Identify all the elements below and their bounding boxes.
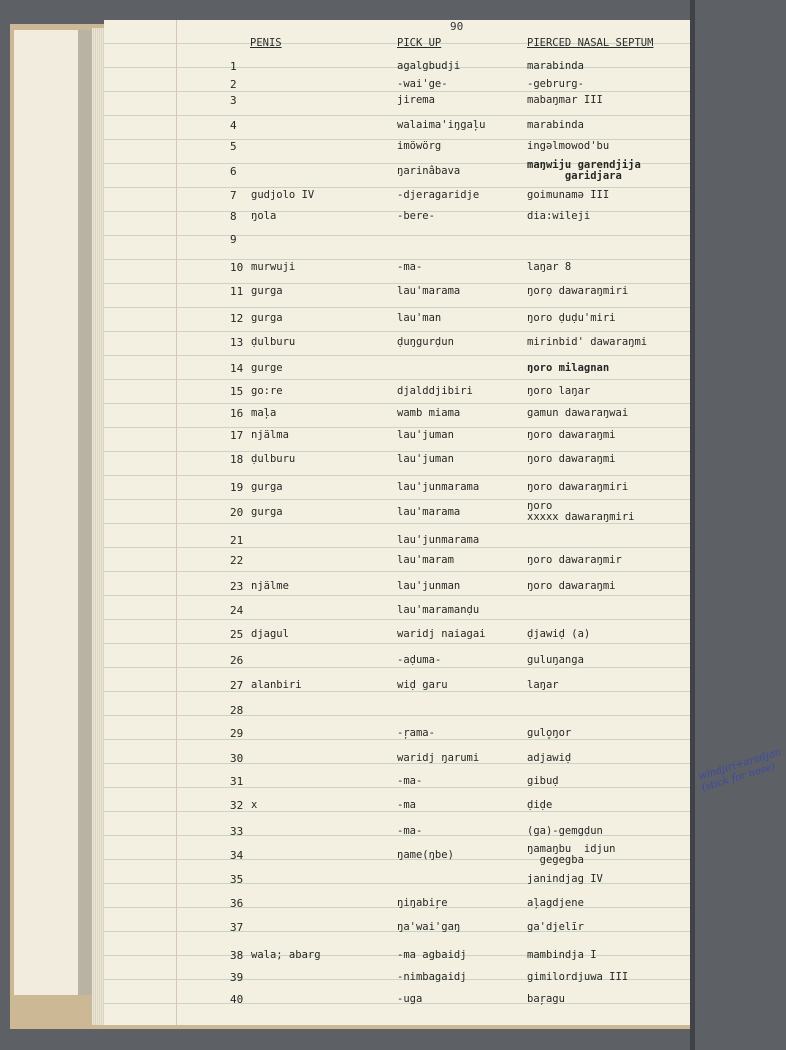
row-number: 10 <box>230 261 244 274</box>
nasal-septum-term: ga'djelīr <box>527 921 584 933</box>
row-number: 3 <box>230 94 237 107</box>
table-row <box>104 159 692 183</box>
pick-up-term: -bere- <box>397 210 435 222</box>
nasal-septum-term: laŋar <box>527 679 559 691</box>
table-row <box>104 189 692 207</box>
table-row <box>104 775 692 793</box>
pick-up-term: -ma- <box>397 775 423 787</box>
pick-up-term: ŋame(ŋbe) <box>397 849 454 861</box>
header-penis: PENIS <box>250 37 282 49</box>
nasal-septum-term: mambindja I <box>527 949 597 961</box>
pick-up-term: lau'juman <box>397 429 454 441</box>
nasal-septum-term: mirinbid' dawaraŋmi <box>527 336 648 348</box>
row-number: 2 <box>230 78 237 91</box>
table-row <box>104 727 692 745</box>
pick-up-term: djalddjibiri <box>397 385 473 397</box>
row-number: 5 <box>230 140 237 153</box>
row-number: 34 <box>230 849 244 862</box>
table-row <box>104 429 692 447</box>
row-number: 27 <box>230 679 244 692</box>
pick-up-term: walaima'iŋgaļu <box>397 119 486 131</box>
header-pierced-nasal-septum: PIERCED NASAL SEPTUM <box>527 37 654 49</box>
nasal-septum-term: gimilordjuwa III <box>527 971 629 983</box>
row-number: 38 <box>230 949 244 962</box>
pick-up-term: wamb miama <box>397 407 461 419</box>
table-row <box>104 481 692 499</box>
row-number: 18 <box>230 453 244 466</box>
table-row <box>104 679 692 697</box>
row-number: 9 <box>230 233 237 246</box>
pick-up-term: -ŗama- <box>397 727 435 739</box>
nasal-septum-term: ŋoro dawaraŋmi <box>527 429 616 441</box>
table-row <box>104 210 692 228</box>
pick-up-term: waridj naiagai <box>397 628 486 640</box>
penis-term: gurga <box>251 312 283 324</box>
pick-up-term: imöwörg <box>397 140 442 152</box>
nasal-septum-term: aļagdjene <box>527 897 584 909</box>
table-row <box>104 336 692 354</box>
penis-term: gurga <box>251 506 283 518</box>
table-row <box>104 119 692 137</box>
table-row <box>104 60 692 78</box>
pick-up-term: ḍuŋgurḍun <box>397 336 454 348</box>
nasal-septum-term: ḍiḍe <box>527 799 553 811</box>
row-number: 8 <box>230 210 237 223</box>
row-number: 23 <box>230 580 244 593</box>
pick-up-term: -ma <box>397 799 416 811</box>
pick-up-term: -wai'ge- <box>397 78 448 90</box>
nasal-septum-term: ŋoro dawaraŋmiri <box>527 481 629 493</box>
table-row <box>104 94 692 112</box>
penis-term: gurge <box>251 362 283 374</box>
row-number: 12 <box>230 312 244 325</box>
pick-up-term: lau'junmarama <box>397 534 480 546</box>
row-number: 40 <box>230 993 244 1006</box>
nasal-septum-term: ingəlmowod'bu <box>527 140 610 152</box>
row-number: 29 <box>230 727 244 740</box>
penis-term: gudjolo IV <box>251 189 315 201</box>
pick-up-term: -aḍuma- <box>397 654 442 666</box>
nasal-septum-term: dia:wileji <box>527 210 591 222</box>
nasal-septum-term: marabinda <box>527 119 584 131</box>
nasal-septum-term: baŗagu <box>527 993 565 1005</box>
penis-term: maļa <box>251 407 277 419</box>
table-row <box>104 921 692 939</box>
row-number: 14 <box>230 362 244 375</box>
row-number: 31 <box>230 775 244 788</box>
row-number: 1 <box>230 60 237 73</box>
table-row <box>104 140 692 158</box>
pick-up-term: lau'marama <box>397 506 461 518</box>
nasal-septum-term: ḍjawiḍ (a) <box>527 628 591 640</box>
table-row <box>104 500 692 524</box>
penis-term: x <box>251 799 258 811</box>
table-row <box>104 580 692 598</box>
pick-up-term: -ma agbaidj <box>397 949 467 961</box>
table-row <box>104 897 692 915</box>
table-row <box>104 261 692 279</box>
nasal-septum-term: adjawiḍ <box>527 752 572 764</box>
penis-term: ḍulburu <box>251 336 296 348</box>
nasal-septum-term: guluŋanga <box>527 654 584 666</box>
row-number: 25 <box>230 628 244 641</box>
penis-term: go:re <box>251 385 283 397</box>
nasal-septum-term: maŋwiju garendjija garidjara <box>527 159 641 182</box>
handwritten-annotation: windjiri+aradjan (stick for nose) <box>697 746 783 794</box>
pick-up-term: -djeragaridje <box>397 189 480 201</box>
row-number: 15 <box>230 385 244 398</box>
row-number: 24 <box>230 604 244 617</box>
pick-up-term: -ma- <box>397 825 423 837</box>
header-pick-up: PICK UP <box>397 37 442 49</box>
row-number: 30 <box>230 752 244 765</box>
pick-up-term: lau'man <box>397 312 442 324</box>
nasal-septum-term: -gebrurg- <box>527 78 584 90</box>
nasal-septum-term: ŋoro laŋar <box>527 385 591 397</box>
nasal-septum-term: gibuḍ <box>527 775 559 787</box>
table-row <box>104 534 692 552</box>
pick-up-term: lau'juman <box>397 453 454 465</box>
table-row <box>104 604 692 622</box>
nasal-septum-term: (ga)-gemgḍun <box>527 825 603 837</box>
penis-term: djagul <box>251 628 289 640</box>
row-number: 17 <box>230 429 244 442</box>
pick-up-term: waridj ŋarumi <box>397 752 480 764</box>
penis-term: njälme <box>251 580 289 592</box>
table-row <box>104 312 692 330</box>
row-number: 26 <box>230 654 244 667</box>
nasal-septum-term: ŋoro dawaraŋmir <box>527 554 622 566</box>
row-number: 22 <box>230 554 244 567</box>
table-row <box>104 285 692 303</box>
pick-up-term: lau'maram <box>397 554 454 566</box>
table-row <box>104 362 692 380</box>
row-number: 11 <box>230 285 244 298</box>
row-number: 21 <box>230 534 244 547</box>
row-number: 13 <box>230 336 244 349</box>
row-number: 36 <box>230 897 244 910</box>
table-row <box>104 799 692 817</box>
table-row <box>104 233 692 251</box>
nasal-septum-term: ŋoro ḍuḍu'miri <box>527 312 616 324</box>
pick-up-term: wiḍ garu <box>397 679 448 691</box>
table-row <box>104 407 692 425</box>
pick-up-term: lau'junmarama <box>397 481 480 493</box>
nasal-septum-term: ŋorọ dawaraŋmiri <box>527 285 629 297</box>
table-row <box>104 971 692 989</box>
table-row <box>104 654 692 672</box>
pick-up-term: lau'marama <box>397 285 461 297</box>
nasal-septum-term: goimunamə III <box>527 189 610 201</box>
row-number: 35 <box>230 873 244 886</box>
table-row <box>104 554 692 572</box>
pick-up-term: -uga <box>397 993 423 1005</box>
penis-term: gurga <box>251 285 283 297</box>
row-number: 39 <box>230 971 244 984</box>
table-row <box>104 704 692 722</box>
penis-term: alanbiri <box>251 679 302 691</box>
nasal-septum-term: ŋoro xxxxx dawaraŋmiri <box>527 500 635 523</box>
penis-term: murwuji <box>251 261 296 273</box>
nasal-septum-term: laŋar 8 <box>527 261 572 273</box>
row-number: 20 <box>230 506 244 519</box>
penis-term: gurga <box>251 481 283 493</box>
nasal-septum-term: ŋoro dawaraŋmi <box>527 453 616 465</box>
nasal-septum-term: mabaŋmar III <box>527 94 603 106</box>
ledger-page <box>104 20 783 1025</box>
table-row <box>104 993 692 1011</box>
pick-up-term: -nimbagaidj <box>397 971 467 983</box>
row-number: 7 <box>230 189 237 202</box>
nasal-septum-term: ŋamaŋbu idjun gegegba <box>527 843 616 866</box>
table-row <box>104 628 692 646</box>
pick-up-term: lau'maramanḍu <box>397 604 480 616</box>
nasal-septum-term: ŋoro dawaraŋmi <box>527 580 616 592</box>
table-row <box>104 752 692 770</box>
page-number: 90 <box>450 20 464 33</box>
nasal-septum-term: gamun dawaraŋwai <box>527 407 629 419</box>
table-row <box>104 385 692 403</box>
row-number: 6 <box>230 165 237 178</box>
pick-up-term: jirema <box>397 94 435 106</box>
table-row <box>104 843 692 867</box>
table-row <box>104 873 692 891</box>
pick-up-term: -ma- <box>397 261 423 273</box>
row-number: 33 <box>230 825 244 838</box>
penis-term: ŋola <box>251 210 277 222</box>
penis-term: njälma <box>251 429 289 441</box>
table-row <box>104 825 692 843</box>
penis-term: wala; abarg <box>251 949 321 961</box>
table-row <box>104 949 692 967</box>
pick-up-term: ŋarinâbava <box>397 165 461 177</box>
binder-spine <box>78 30 92 995</box>
row-number: 37 <box>230 921 244 934</box>
row-number: 28 <box>230 704 244 717</box>
penis-term: ḍulburu <box>251 453 296 465</box>
pick-up-term: lau'junman <box>397 580 461 592</box>
pick-up-term: agalgbudji <box>397 60 461 72</box>
row-number: 32 <box>230 799 244 812</box>
pick-up-term: ŋiŋabiŗe <box>397 897 448 909</box>
nasal-septum-term: ŋoro milagnan <box>527 362 610 374</box>
nasal-septum-term: marabinda <box>527 60 584 72</box>
table-row <box>104 453 692 471</box>
nasal-septum-term: janindjag IV <box>527 873 603 885</box>
row-number: 19 <box>230 481 244 494</box>
row-number: 4 <box>230 119 237 132</box>
pick-up-term: ŋa'wai'gaŋ <box>397 921 461 933</box>
nasal-septum-term: gulo̞ŋor <box>527 727 572 739</box>
background-edge <box>690 0 695 1050</box>
row-number: 16 <box>230 407 244 420</box>
